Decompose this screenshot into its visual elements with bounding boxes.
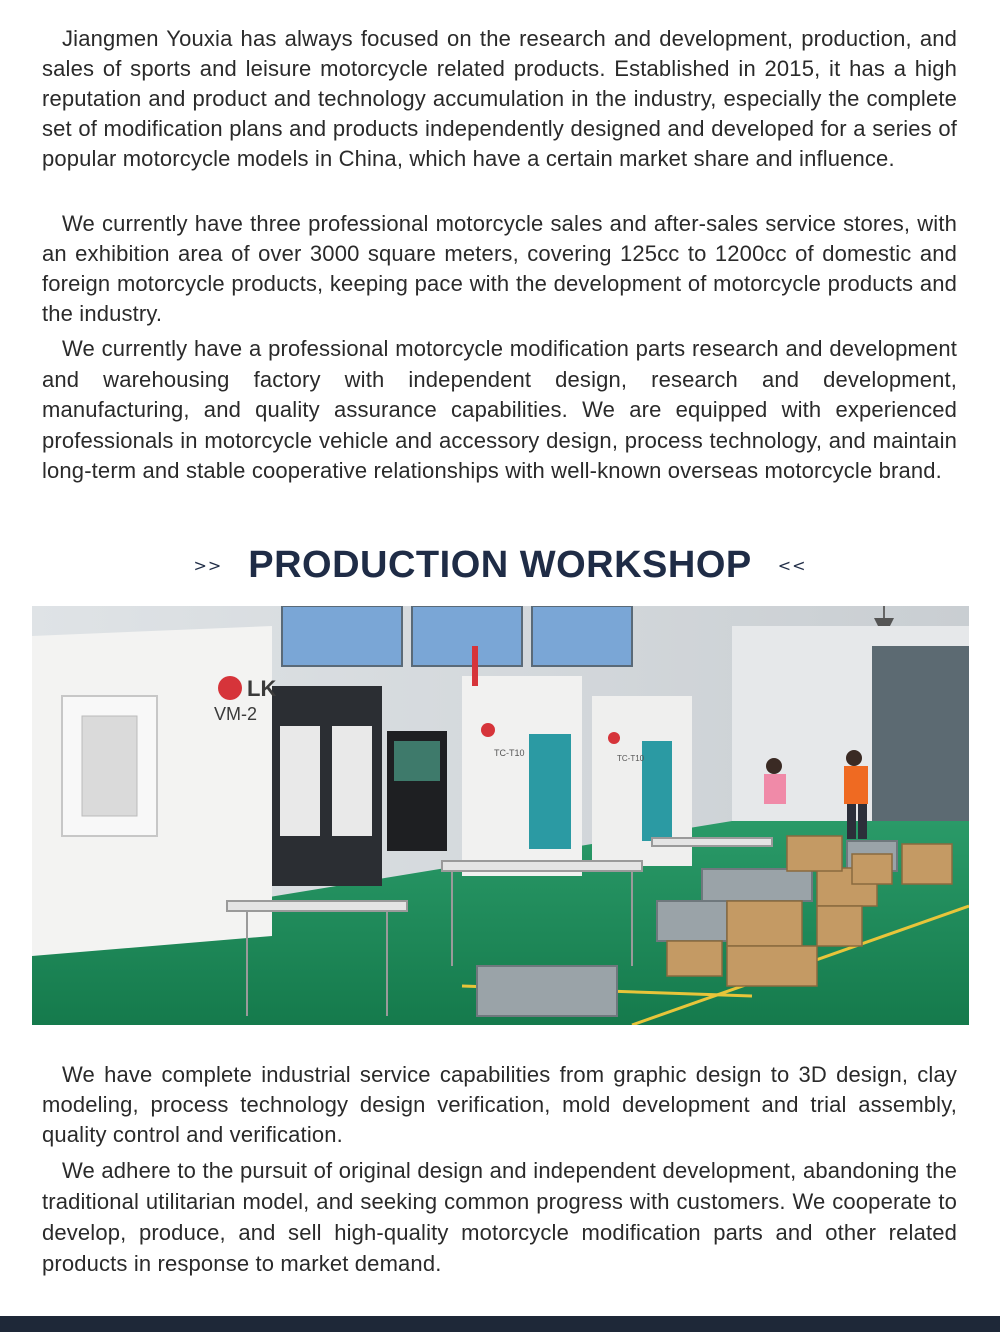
factory-windows [282,606,632,666]
back-doorway [872,646,969,846]
workshop-photo [32,606,969,1025]
factory-paragraph: We currently have a professional motorcycle modification parts research and development and warehousing factory with independent design, research and development, manufacturing, and quality assurance capabilities. We are equipped with experienced professionals in motorcycle vehicle and accessory design, process technology, and maintain long-term and stable cooperative relationships with well-known overseas motorcycle brand. [42,336,957,483]
stores-paragraph: We currently have three professional motorcycle sales and after-sales service stores, with an exhibition area of over 3000 square meters, covering 125cc to 1200cc of domestic and foreign motorcycle products, keeping pace with the development of motorcycle products and the industry. [42,211,957,326]
workshop-illustration [32,606,969,1025]
machine-brand: LK [247,676,277,701]
services-paragraph: We have complete industrial service capabilities from graphic design to 3D design, clay modeling, process technology design verification, mold development and trial assembly, quality control and verification. [42,1062,957,1147]
heading-right-marker: << [777,555,807,575]
cnc-machine-2 [462,646,582,876]
heading-left-marker: >> [193,555,223,575]
intro-paragraph: Jiangmen Youxia has always focused on the research and development, production, and sales of sports and leisure motorcycle related products. Established in 2015, it has a high reputation and product and technology accumulation in the industry, especially the complete set of modification plans and products independently designed and developed for a series of popular motorcycle models in China, which have a certain market share and influence. [42,26,957,171]
section-heading [0,540,1000,590]
footer-bar [0,1316,1000,1332]
section-title: PRODUCTION WORKSHOP [248,543,752,586]
philosophy-paragraph: We adhere to the pursuit of original design and independent development, abandoning the traditional utilitarian model, and seeking common progress with customers. We cooperate to develop, produce, and sell high-quality motorcycle modification parts and other related products in response to market demand. [42,1158,957,1276]
machine-2-label: TC-T10 [494,748,525,758]
machine-model: VM-2 [214,704,258,724]
machine-3-label: TC-T10 [617,754,645,763]
